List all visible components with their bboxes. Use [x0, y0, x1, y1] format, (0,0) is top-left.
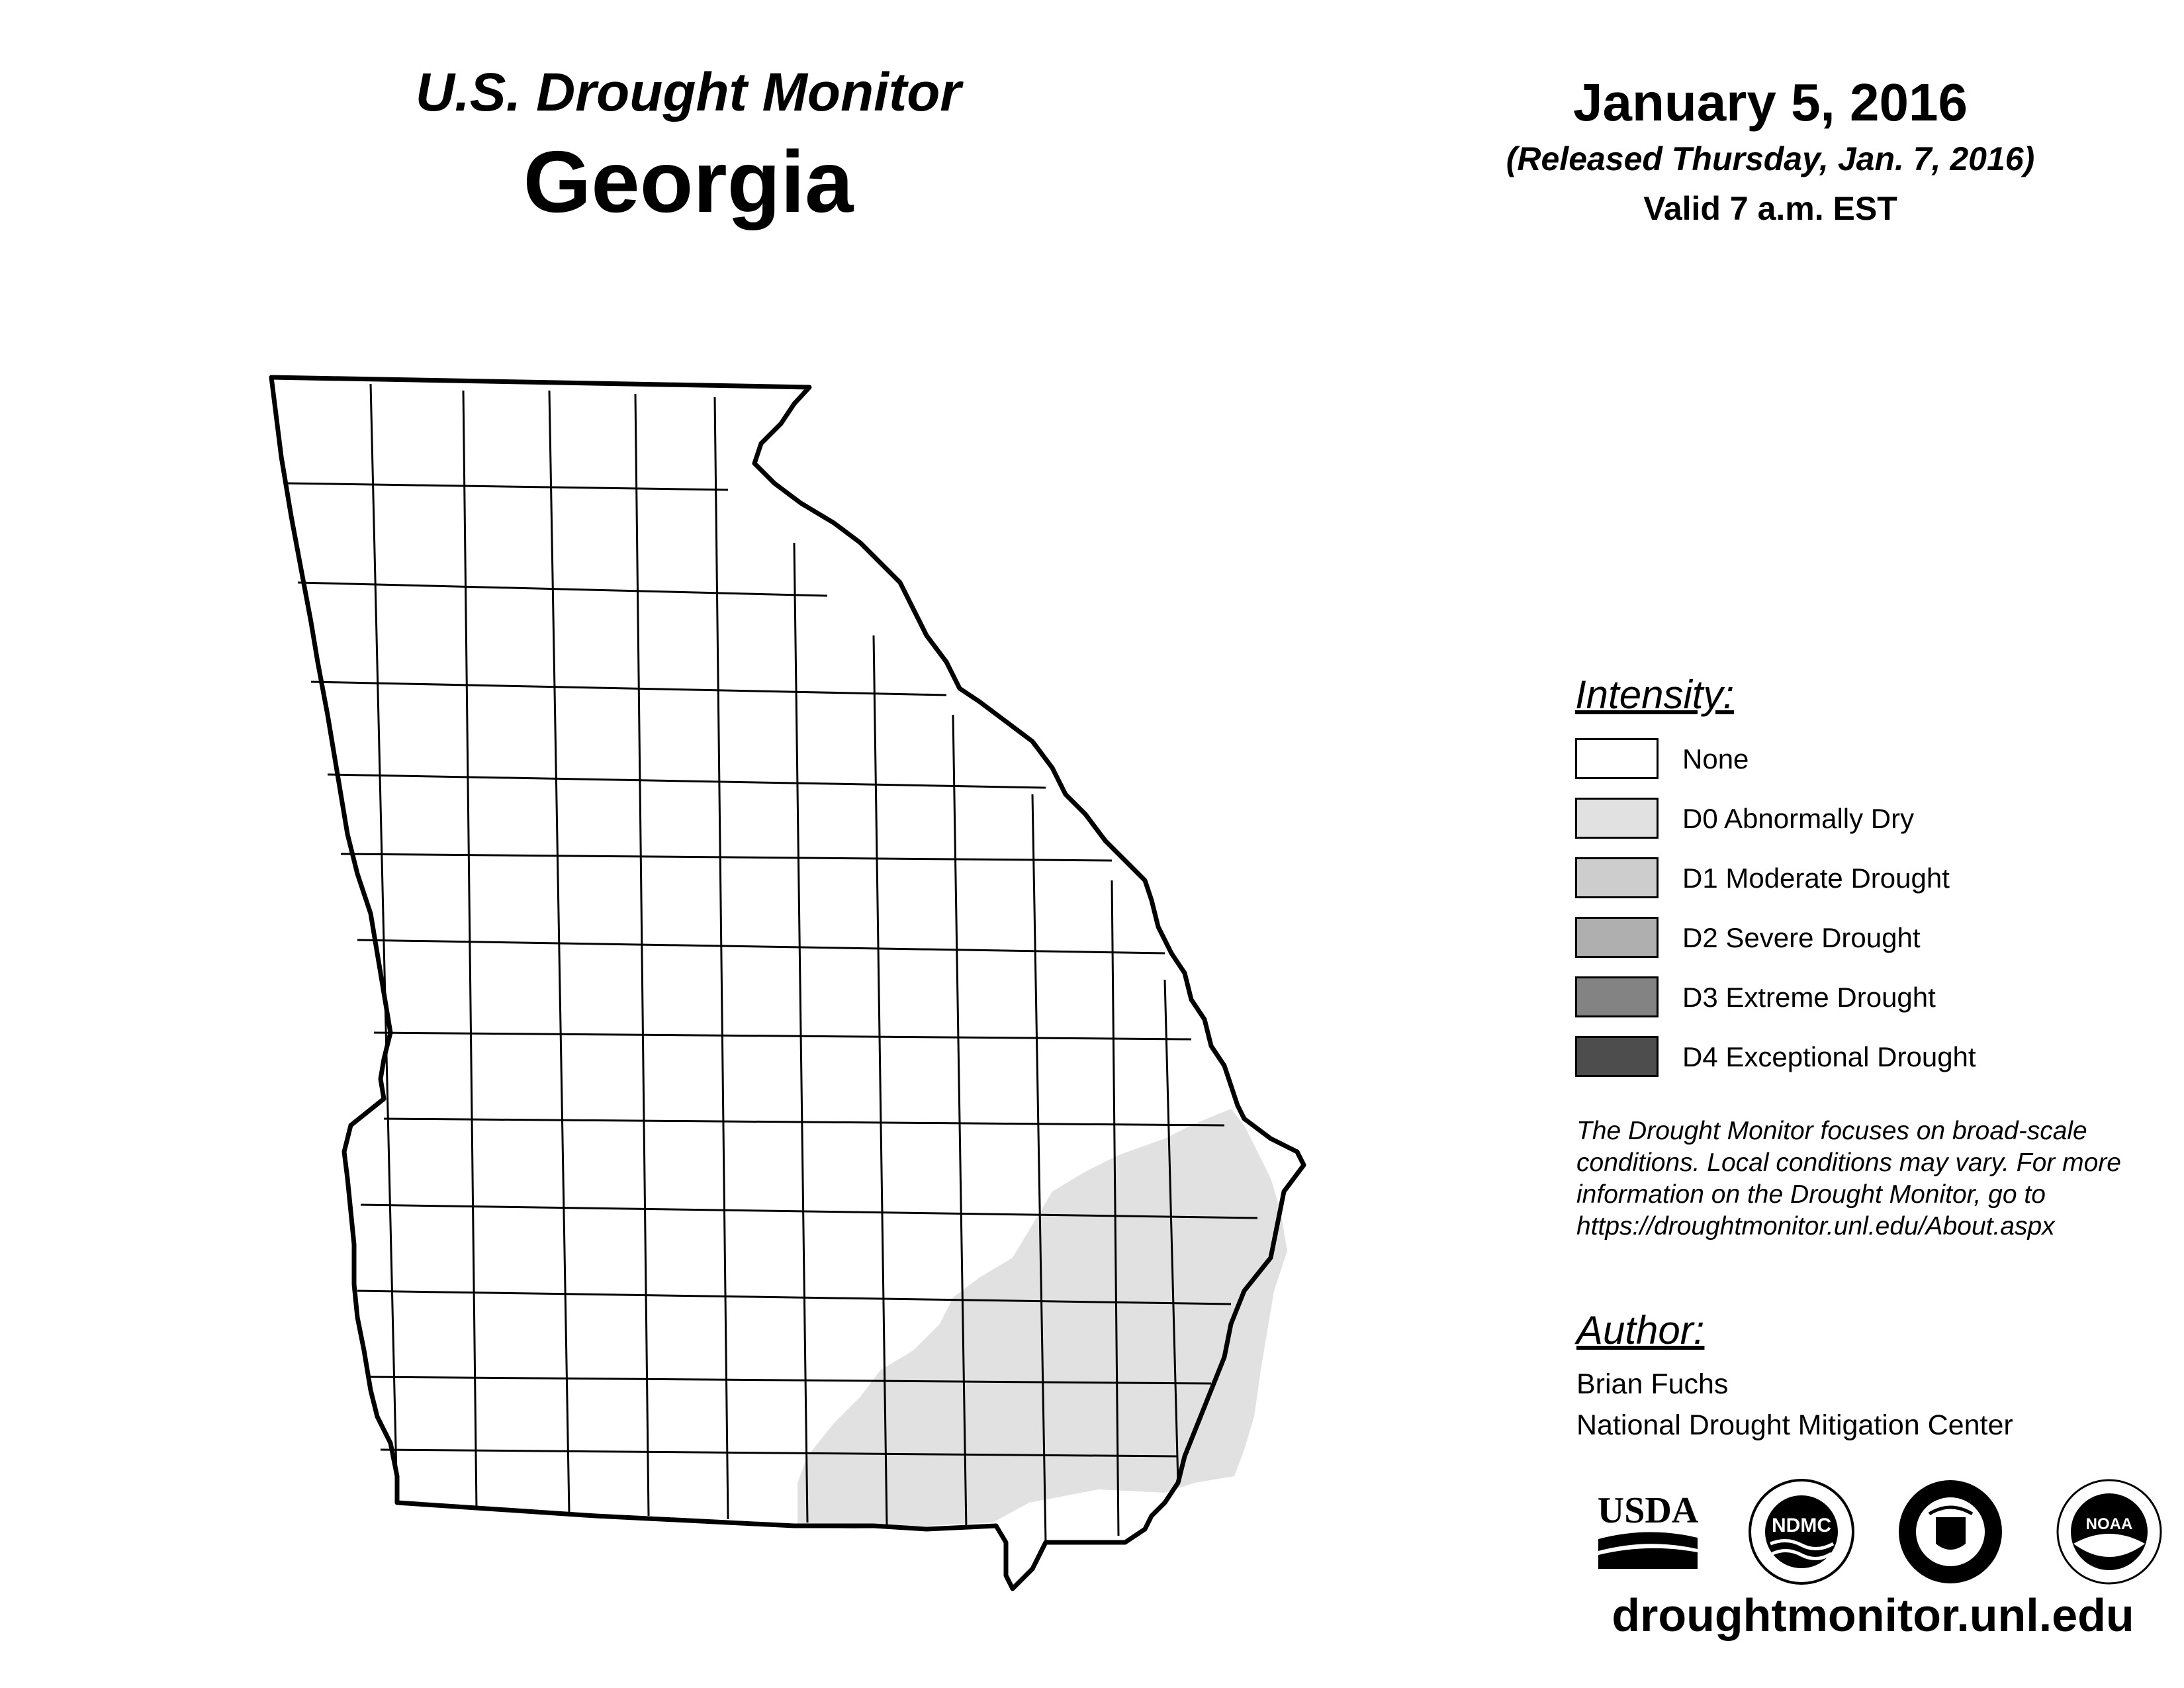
legend-label: D3 Extreme Drought [1682, 982, 1936, 1013]
usda-logo [1595, 1486, 1701, 1572]
author-heading: Author: [1576, 1308, 1705, 1352]
svg-text:USDA: USDA [1597, 1490, 1699, 1531]
footer-url[interactable]: droughtmonitor.unl.edu [1612, 1589, 2134, 1641]
legend-swatch [1575, 1036, 1659, 1077]
legend-label: D4 Exceptional Drought [1682, 1041, 1976, 1072]
legend-label: D2 Severe Drought [1682, 922, 1921, 953]
legend-item [1575, 738, 2171, 798]
legend-swatch [1575, 738, 1659, 779]
legend-item [1575, 976, 2171, 1036]
map-date: January 5, 2016 [1573, 73, 1968, 132]
author-name: Brian Fuchs [1576, 1368, 1729, 1400]
legend-swatch [1575, 917, 1659, 958]
author-block [1576, 1304, 2172, 1446]
legend-label: D1 Moderate Drought [1682, 863, 1950, 894]
legend-swatch [1575, 976, 1659, 1017]
legend-heading: Intensity: [1575, 673, 1735, 717]
legend-swatch [1575, 857, 1659, 898]
legend-label: None [1682, 743, 1749, 774]
ndmc-logo [1747, 1477, 1856, 1587]
noaa-logo [2055, 1477, 2164, 1587]
legend-item [1575, 798, 2171, 857]
disclaimer-note: The Drought Monitor focuses on broad-scale conditions. Local conditions may vary. For more information on the Drought Monitor, go to https://droughtmonitor.unl.edu/About.aspx [1576, 1117, 2121, 1241]
state-title: Georgia [523, 133, 854, 230]
svg-text:NDMC: NDMC [1772, 1515, 1831, 1536]
valid-time: Valid 7 a.m. EST [1643, 190, 1897, 227]
svg-text:NOAA: NOAA [2085, 1515, 2133, 1533]
author-org: National Drought Mitigation Center [1576, 1409, 2013, 1441]
legend [1575, 669, 2171, 1096]
legend-swatch [1575, 798, 1659, 839]
monitor-title: U.S. Drought Monitor [415, 62, 962, 122]
commerce-seal-logo [1896, 1477, 2005, 1587]
release-date: (Released Thursday, Jan. 7, 2016) [1506, 140, 2035, 177]
legend-item [1575, 1036, 2171, 1096]
legend-item [1575, 917, 2171, 976]
legend-label: D0 Abnormally Dry [1682, 803, 1915, 834]
legend-item [1575, 857, 2171, 917]
